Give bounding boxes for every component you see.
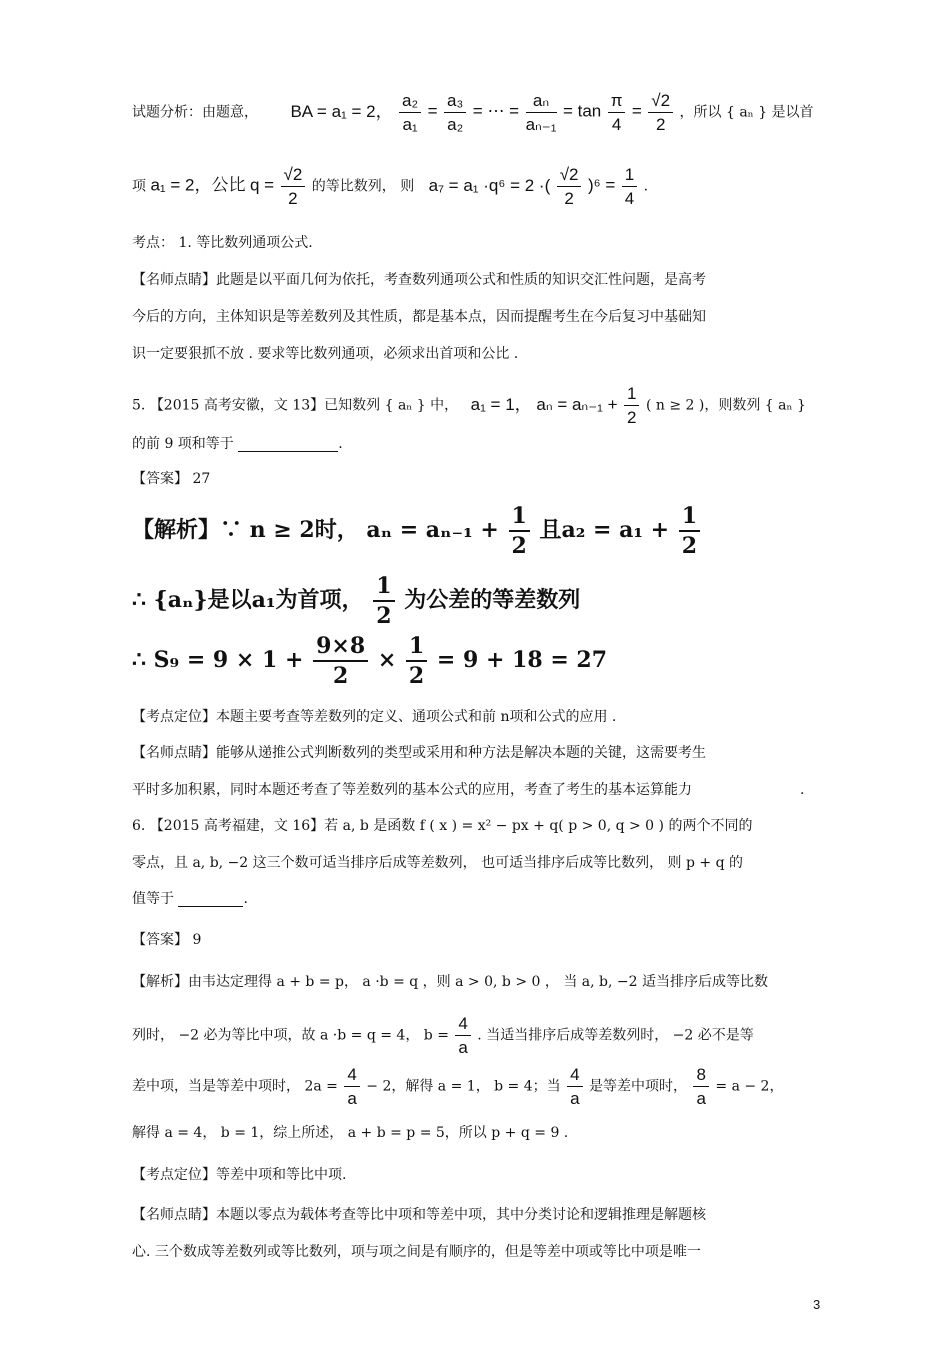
a1-value: a₁ = 2，公比: [150, 175, 246, 195]
q5-line-2: 的前 9 项和等于 .: [132, 436, 343, 452]
dianjing-3: 识一定要狠抓不放 . 要求等比数列通项，必须求出首项和公比 .: [132, 346, 519, 362]
answer-blank-q6: [178, 892, 243, 907]
q5-dianjing-1: 【名师点睛】能够从递推公式判断数列的类型或采用和种方法是解决本题的关键，这需要考生: [132, 745, 706, 761]
fraction-eight-a: $\frac{8}{a}$: [693, 1066, 708, 1107]
analysis-line-1: 试题分析：由题意， BA = a₁ = 2， $\frac{\text{a₂}}{\text{a₁}}$ = $\frac{\text{a₃}}{\text{a₂}}$ = ⋯ = $\frac{\text{aₙ}}{\text{aₙ₋₁}}$ = tan $\frac{\pi}{4}$ = $\frac{√2}{2}$ ，所以 { aₙ } 是以首: [132, 91, 814, 134]
fraction-one-fourth: $\frac{1}{4}$: [622, 166, 637, 207]
q6-dingwei: 【考点定位】等差中项和等比中项.: [132, 1167, 347, 1183]
q6-jiexi-1: 【解析】由韦达定理得 a + b = p， a ·b = q ，则 a > 0, b > 0 ， 当 a, b, −2 适当排序后成等比数: [132, 974, 768, 990]
a7-equation: a₇ = a₁ ·q⁶ = 2 ·(: [428, 175, 551, 195]
fraction-nine-eight: $\frac{9\times 8}{2}$: [313, 635, 368, 687]
q5-line-1: 5. 【2015 高考安徽，文 13】已知数列 { aₙ } 中， a₁ = 1， aₙ = aₙ₋₁ + $\frac{1}{2}$ ( n ≥ 2 )，则数列 { aₙ }: [132, 384, 806, 427]
q5-dianjing-2: 平时多加积累，同时本题还考查了等差数列的基本公式的应用，考查了考生的基本运算能力: [132, 782, 692, 798]
analysis-label: 试题分析：由题意，: [132, 104, 258, 121]
ba-equation: BA = a₁ = 2，: [290, 101, 393, 121]
fraction-four-a-3: $\frac{4}{a}$: [567, 1066, 582, 1107]
q5-dingwei: 【考点定位】本题主要考查等差数列的定义、通项公式和前 n项和公式的应用 .: [132, 709, 617, 725]
fraction-half-big-2: $\frac{1}{2}$: [679, 505, 700, 557]
fraction-half-big: $\frac{1}{2}$: [509, 505, 530, 557]
fraction-a2-a1: $\frac{\text{a₂}}{\text{a₁}}$: [399, 92, 421, 133]
q5-answer: 【答案】 27: [132, 471, 211, 487]
dianjing-1: 【名师点睛】此题是以平面几何为依托，考查数列通项公式和性质的知识交汇性问题，是高考: [132, 272, 706, 288]
fraction-pi-4: $\frac{\pi}{4}$: [608, 92, 626, 133]
ellipsis-equals: = ⋯ =: [472, 101, 520, 121]
fraction-four-a: $\frac{4}{a}$: [455, 1015, 470, 1056]
fraction-half-big-4: $\frac{1}{2}$: [406, 635, 427, 687]
q5-jiexi-3: ∴ S₉ = 9 × 1 + $\frac{9\times 8}{2}$ × $\frac{1}{2}$ = 9 + 18 = 27: [132, 633, 608, 689]
fraction-a3-a2: $\frac{\text{a₃}}{\text{a₂}}$: [444, 92, 466, 133]
page-number: 3: [813, 1297, 821, 1312]
q6-jiexi-3: 差中项，当是等差中项时， 2a = $\frac{4}{a}$ − 2，解得 a = 1， b = 4；当 $\frac{4}{a}$ 是等差中项时， $\frac{8}{a}$ = a − 2，: [132, 1065, 784, 1108]
fraction-sqrt2-2-b: $\frac{√2}{2}$: [557, 166, 582, 207]
kaodian-line: 考点： 1. 等比数列通项公式.: [132, 235, 313, 251]
q6-dianjing-2: 心. 三个数成等差数列或等比数列，项与项之间是有顺序的，但是等差中项或等比中项是唯一: [132, 1244, 701, 1260]
dianjing-2: 今后的方向，主体知识是等差数列及其性质，都是基本点，因而提醒考生在今后复习中基础知: [132, 309, 706, 325]
q6-line-1: 6. 【2015 高考福建，文 16】若 a, b 是函数 f ( x ) = x² − px + q( p > 0, q > 0 ) 的两个不同的: [132, 818, 753, 834]
fraction-four-a-2: $\frac{4}{a}$: [344, 1066, 359, 1107]
q6-line-3: 值等于 .: [132, 891, 248, 907]
analysis-line-2: 项 a₁ = 2，公比 q = $\frac{√2}{2}$ 的等比数列， 则 a₇ = a₁ ·q⁶ = 2 ·( $\frac{√2}{2}$ )⁶ = $\frac{1}{4}$ .: [132, 165, 649, 208]
fraction-half-big-3: $\frac{1}{2}$: [373, 575, 394, 627]
q6-line-2: 零点，且 a, b, −2 这三个数可适当排序后成等差数列， 也可适当排序后成等比数列， 则 p + q 的: [132, 855, 744, 871]
fraction-an-an1: $\frac{\text{aₙ}}{\text{aₙ₋₁}}$: [525, 91, 557, 134]
q6-answer: 【答案】 9: [132, 932, 202, 948]
q5-jiexi-1: 【解析】∵ n ≥ 2时， aₙ = aₙ₋₁ + $\frac{1}{2}$ 且a₂ = a₁ + $\frac{1}{2}$: [132, 505, 702, 557]
q6-jiexi-4: 解得 a = 4， b = 1，综上所述， a + b = p = 5，所以 p + q = 9 .: [132, 1125, 569, 1141]
q5-jiexi-2: ∴ {aₙ}是以a₁为首项， $\frac{1}{2}$ 为公差的等差数列: [132, 573, 581, 629]
q5-dianjing-2-period: .: [800, 782, 805, 798]
q6-dianjing-1: 【名师点睛】本题以零点为载体考查等比中项和等差中项，其中分类讨论和逻辑推理是解题核: [132, 1207, 706, 1223]
answer-blank: [238, 437, 338, 452]
analysis-tail: ，所以 { aₙ } 是以首: [679, 104, 814, 121]
fraction-q: $\frac{√2}{2}$: [281, 166, 306, 207]
fraction-half: $\frac{1}{2}$: [624, 385, 639, 426]
q6-jiexi-2: 列时， −2 必为等比中项，故 a ·b = q = 4， b = $\frac{4}{a}$ . 当适当排序后成等差数列时， −2 必不是等: [132, 1014, 754, 1057]
fraction-sqrt2-2: $\frac{√2}{2}$: [648, 92, 673, 133]
